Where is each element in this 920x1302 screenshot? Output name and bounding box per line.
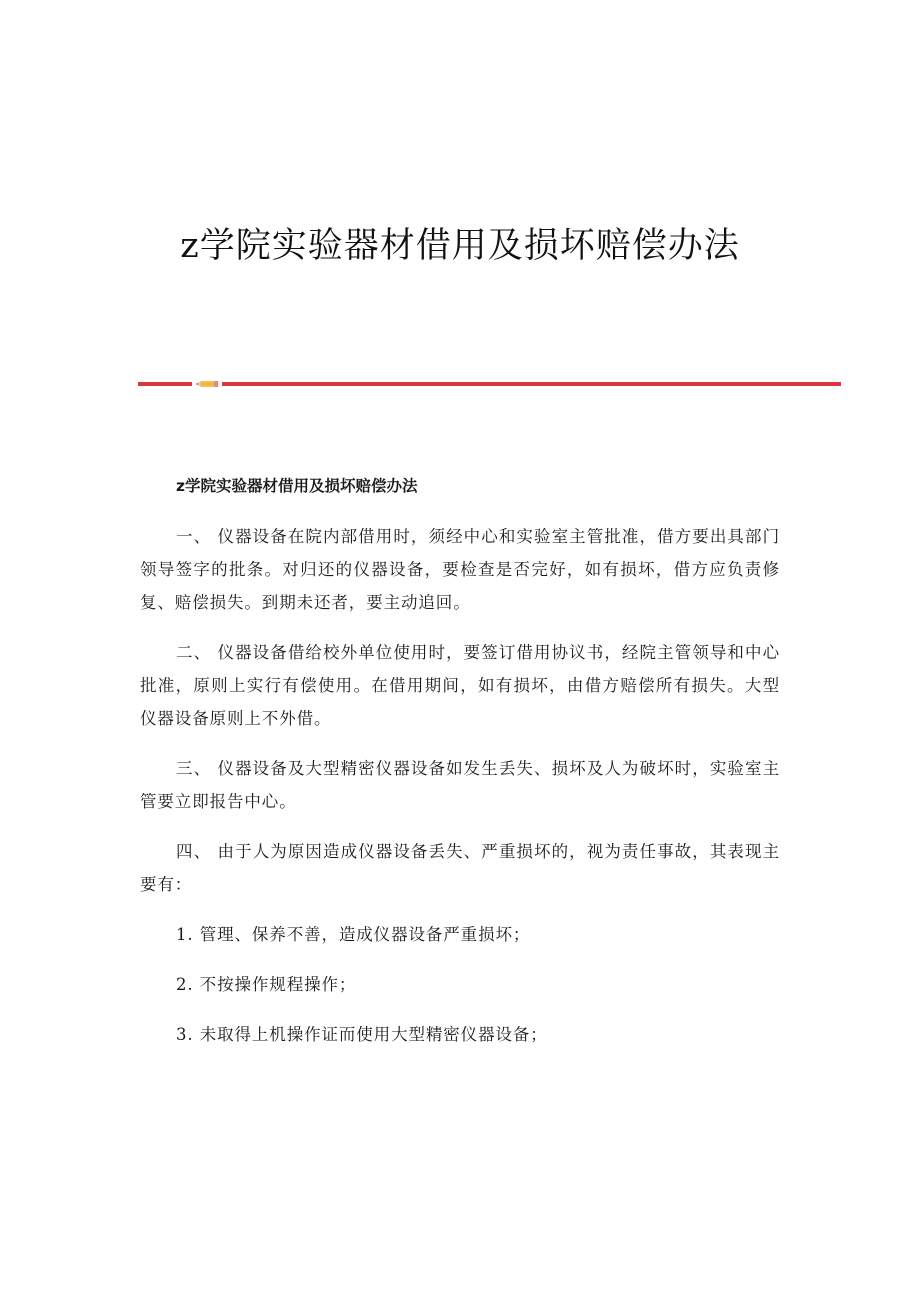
divider-line-left: [138, 382, 192, 386]
page-title: z学院实验器材借用及损坏赔偿办法: [180, 226, 740, 266]
list-item-2: 2. 不按操作规程操作；: [176, 975, 357, 994]
pencil-icon: [196, 380, 218, 388]
document-heading: z学院实验器材借用及损坏赔偿办法: [176, 477, 418, 495]
title-divider: [138, 380, 841, 388]
list-item-3: 3. 未取得上机操作证而使用大型精密仪器设备；: [176, 1025, 548, 1044]
paragraph-3: 三、 仪器设备及大型精密仪器设备如发生丢失、损坏及人为破坏时，实验室主管要立即报告中心。: [140, 759, 780, 811]
paragraph-4: 四、 由于人为原因造成仪器设备丢失、严重损坏的，视为责任事故，其表现主要有：: [140, 842, 780, 894]
paragraph-1: 一、 仪器设备在院内部借用时，须经中心和实验室主管批准，借方要出具部门领导签字的批条。对归还的仪器设备，要检查是否完好，如有损坏，借方应负责修复、赔偿损失。到期未还者，要主动追回。: [140, 527, 780, 612]
list-item-1: 1. 管理、保养不善，造成仪器设备严重损坏；: [176, 925, 531, 944]
document-body: [140, 470, 780, 1068]
paragraph-2: 二、 仪器设备借给校外单位使用时，要签订借用协议书，经院主管领导和中心批准，原则上实行有偿使用。在借用期间，如有损坏，由借方赔偿所有损失。大型仪器设备原则上不外借。: [140, 643, 780, 728]
divider-line-right: [222, 382, 841, 386]
